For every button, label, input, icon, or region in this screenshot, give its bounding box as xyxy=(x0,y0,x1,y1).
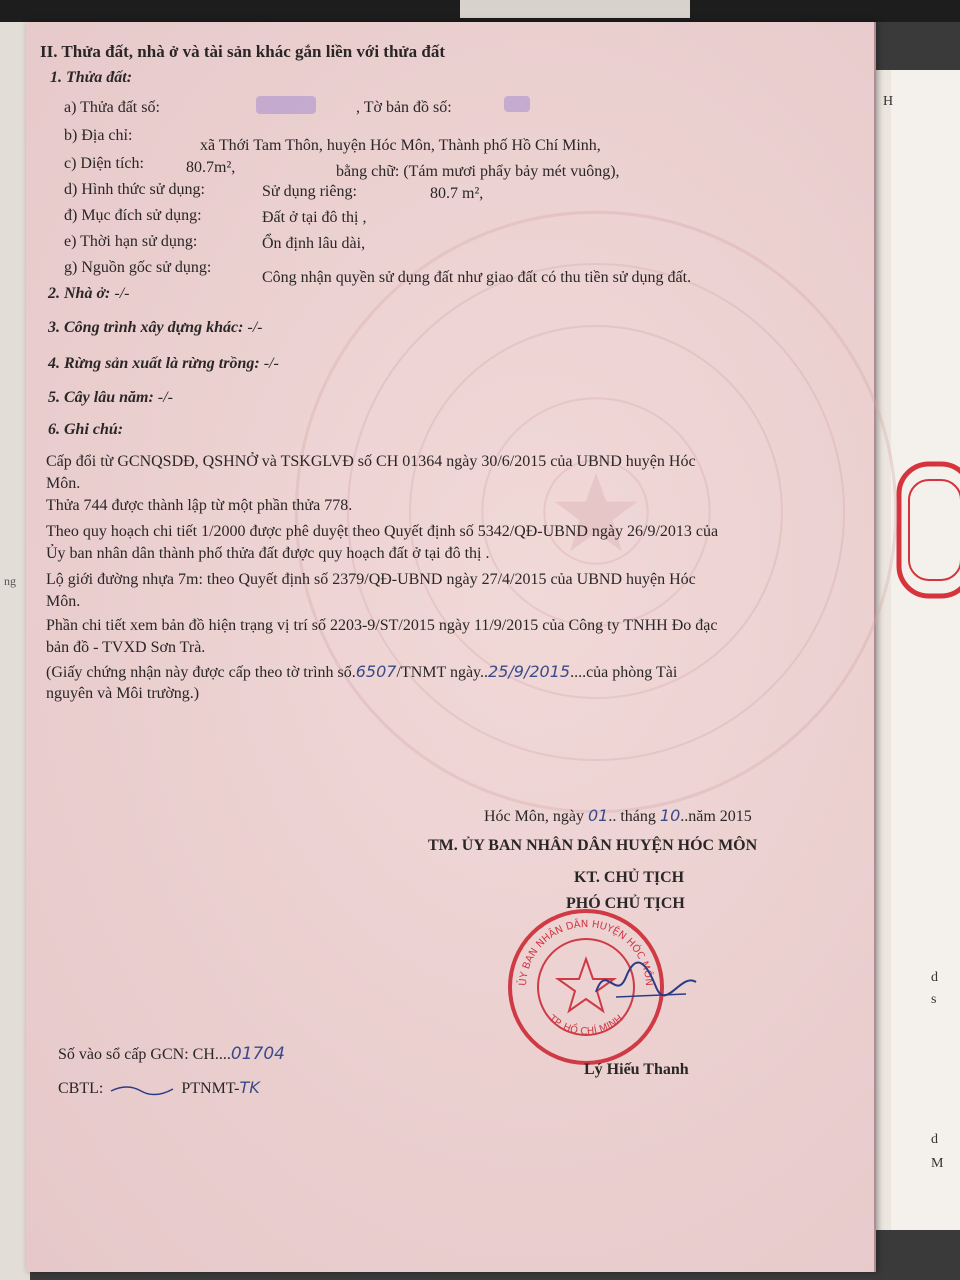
adjacent-page-char: M xyxy=(931,1156,944,1171)
address-value: xã Thới Tam Thôn, huyện Hóc Môn, Thành phố Hồ Chí Minh, xyxy=(200,137,601,154)
registry-number-handwritten: 01704 xyxy=(230,1044,285,1064)
issue-place-date: Hóc Môn, ngày 01.. tháng 10..năm 2015 xyxy=(484,806,752,825)
adjacent-page-char: d xyxy=(931,970,938,985)
note-line: Phần chi tiết xem bản đồ hiện trạng vị trí số 2203-9/ST/2015 ngày 11/9/2015 của Công ty TNHH Đo đạc xyxy=(46,617,718,634)
usage-purpose-value: Đất ở tại đô thị , xyxy=(262,209,367,226)
adjacent-page-char: H xyxy=(883,94,894,109)
usage-origin-label: g) Nguồn gốc sử dụng: xyxy=(64,259,212,276)
report-number: 6507 xyxy=(355,662,397,681)
note-line: Lộ giới đường nhựa 7m: theo Quyết định số 2379/QĐ-UBND ngày 27/4/2015 của UBND huyện Hóc xyxy=(46,571,696,588)
construction-heading: 3. Công trình xây dựng khác: -/- xyxy=(48,319,263,336)
usage-origin-value: Công nhận quyền sử dụng đất như giao đất có thu tiền sử dụng đất. xyxy=(262,269,692,286)
note-line: Môn. xyxy=(46,475,81,492)
note-line: bản đồ - TVXD Sơn Trà. xyxy=(46,639,206,656)
address-label: b) Địa chỉ: xyxy=(64,127,133,144)
issue-day: 01 xyxy=(587,806,609,825)
parcel-number-label: a) Thửa đất số: xyxy=(64,99,160,116)
section-title: II. Thửa đất, nhà ở và tài sản khác gắn liền với thửa đất xyxy=(40,42,445,61)
note-line: Môn. xyxy=(46,593,81,610)
on-behalf-of-chairman: KT. CHỦ TỊCH xyxy=(574,869,685,886)
vice-chairman-title: PHÓ CHỦ TỊCH xyxy=(566,895,685,912)
usage-form-label: d) Hình thức sử dụng: xyxy=(64,181,205,198)
svg-text:ỦY BAN NHÂN DÂN HUYỆN HÓC MÔN: ỦY BAN NHÂN DÂN HUYỆN HÓC MÔN xyxy=(517,918,655,987)
redacted-parcel-number xyxy=(256,96,316,114)
usage-area: 80.7 m², xyxy=(430,185,484,202)
left-edge-text: ng xyxy=(4,574,16,588)
issuing-authority: TM. ỦY BAN NHÂN DÂN HUYỆN HÓC MÔN xyxy=(428,837,758,854)
note-line: Theo quy hoạch chi tiết 1/2000 được phê duyệt theo Quyết định số 5342/QĐ-UBND ngày 26/9/2013 của xyxy=(46,523,719,540)
officer-initials xyxy=(107,1081,177,1097)
emblem-watermark xyxy=(286,202,906,822)
area-value: 80.7m², xyxy=(186,159,236,176)
forest-heading: 4. Rừng sản xuất là rừng trồng: -/- xyxy=(48,355,279,372)
signature xyxy=(586,942,706,1012)
signer-name: Lý Hiếu Thanh xyxy=(584,1061,689,1078)
scan-background-top xyxy=(0,0,960,22)
note-line: Thửa 744 được thành lập từ một phần thửa 778. xyxy=(46,497,353,514)
usage-term-value: Ổn định lâu dài, xyxy=(262,235,366,252)
background-paper xyxy=(460,0,690,18)
redacted-map-number xyxy=(504,96,530,112)
certificate-page xyxy=(26,22,876,1272)
area-in-words: bằng chữ: (Tám mươi phẩy bảy mét vuông), xyxy=(336,163,620,180)
issue-month: 10 xyxy=(659,806,681,825)
svg-text:TP. HỒ CHÍ MINH: TP. HỒ CHÍ MINH xyxy=(546,1013,626,1038)
note-line: (Giấy chứng nhận này được cấp theo tờ trình số.6507/TNMT ngày..25/9/2015....của phòng Tài xyxy=(46,662,678,681)
note-line: nguyên và Môi trường.) xyxy=(46,685,200,702)
report-date: 25/9/2015 xyxy=(488,662,571,681)
adjacent-page-char: s xyxy=(931,992,937,1007)
house-heading: 2. Nhà ở: -/- xyxy=(48,285,130,302)
note-line: Cấp đổi từ GCNQSDĐ, QSHNỞ và TSKGLVĐ số CH 01364 ngày 30/6/2015 của UBND huyện Hóc xyxy=(46,453,696,470)
registry-number: Số vào sổ cấp GCN: CH....01704 xyxy=(58,1044,285,1064)
officer-line: CBTL: PTNMT-TK xyxy=(58,1078,260,1097)
land-heading: 1. Thửa đất: xyxy=(50,69,133,86)
note-line: Ủy ban nhân dân thành phố thửa đất được quy hoạch đất ở tại đô thị . xyxy=(46,545,490,562)
usage-term-label: e) Thời hạn sử dụng: xyxy=(64,233,198,250)
notes-heading: 6. Ghi chú: xyxy=(48,421,124,438)
perennial-trees-heading: 5. Cây lâu năm: -/- xyxy=(48,389,173,406)
map-sheet-label: , Tờ bản đồ số: xyxy=(356,99,452,116)
area-label: c) Diện tích: xyxy=(64,155,144,172)
adjacent-page-char: d xyxy=(931,1132,938,1147)
usage-purpose-label: đ) Mục đích sử dụng: xyxy=(64,207,202,224)
usage-form-value: Sử dụng riêng: xyxy=(262,183,357,200)
